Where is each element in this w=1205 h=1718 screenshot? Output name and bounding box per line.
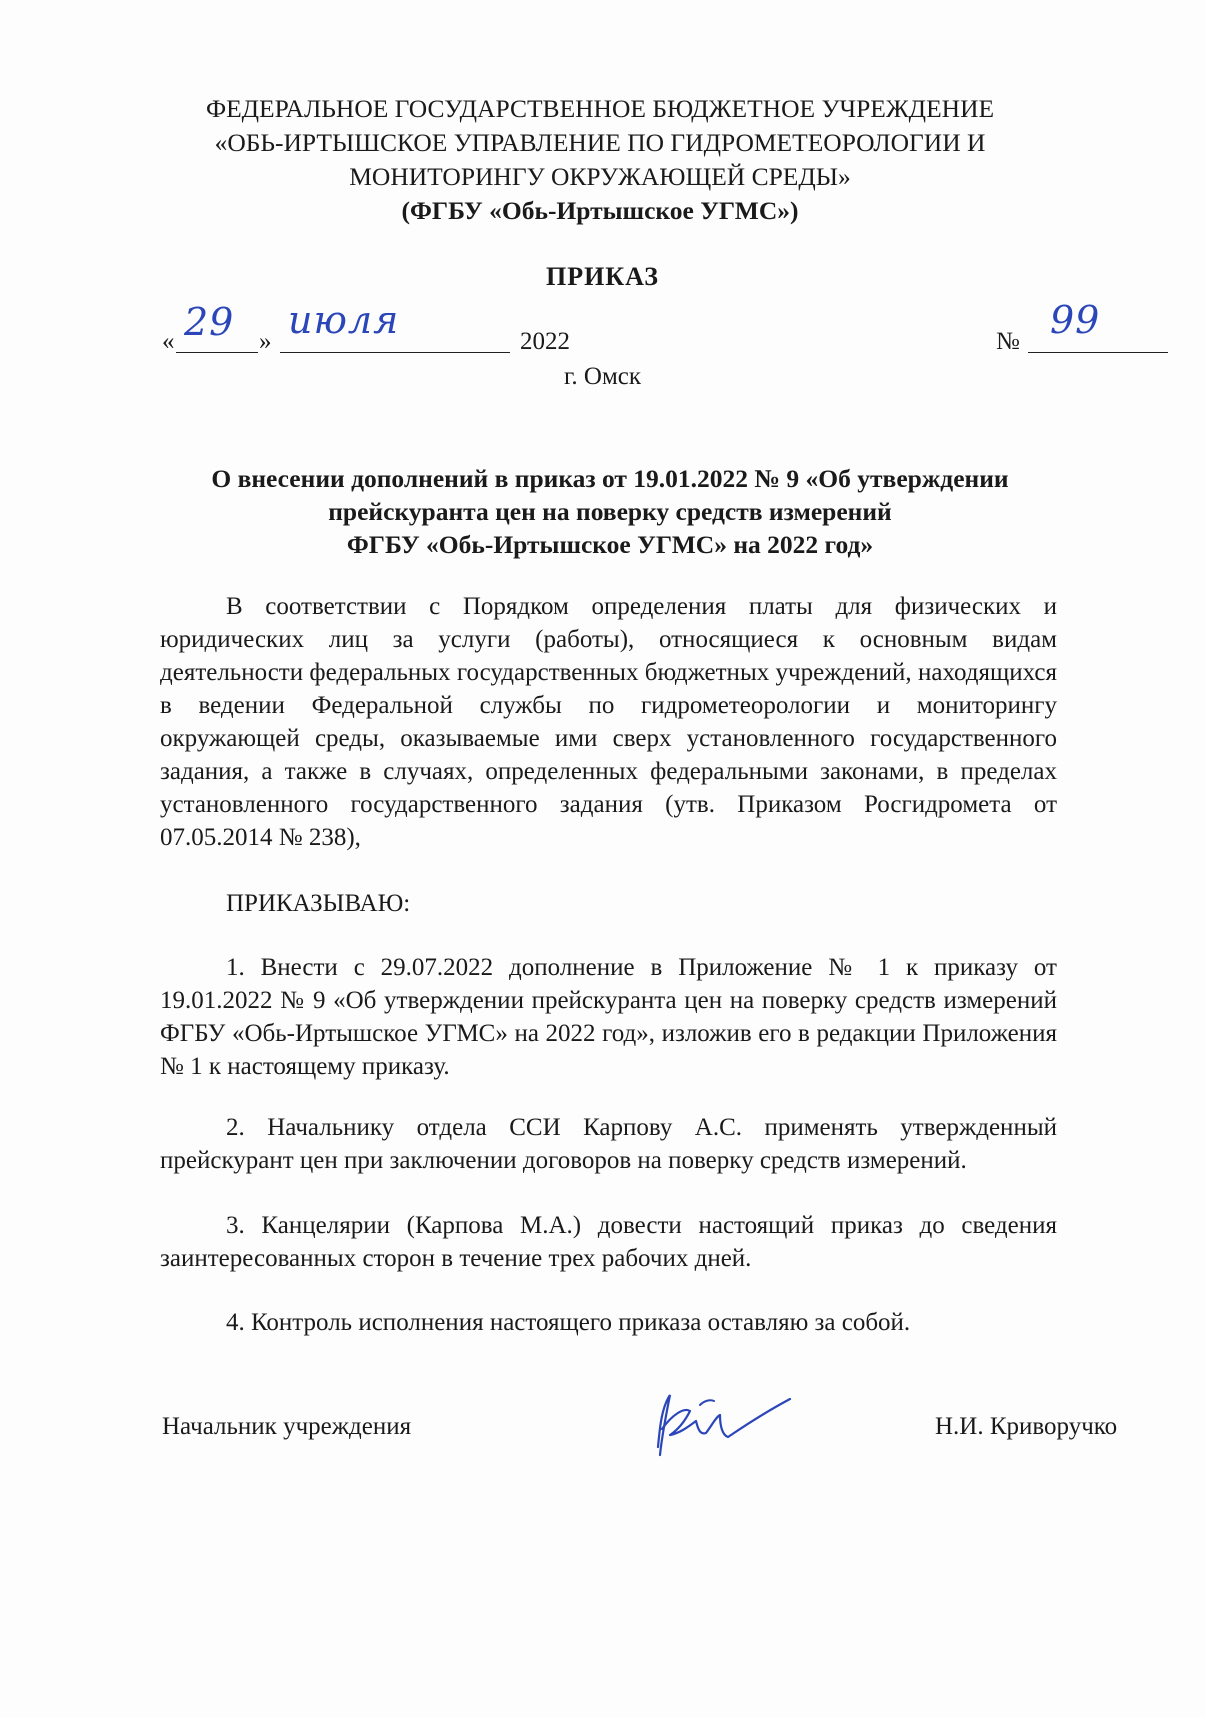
signatory-title: Начальник учреждения bbox=[162, 1413, 412, 1440]
order-subject bbox=[160, 462, 1060, 561]
handwritten-order-number: 99 bbox=[1050, 298, 1101, 342]
subject-line-2: прейскуранта цен на поверку средств измерений bbox=[328, 497, 892, 526]
preamble-paragraph: В соответствии с Порядком определения платы для физических и юридических лиц за услуги (работы), относящиеся к основным видам деятельности федеральных государственных бюджетных учреждений, находящихся в ведении Федеральной службы по гидрометеорологии и мониторингу окружающей среды, оказываемые ими сверх установленного государственного задания, а также в случаях, определенных федеральными законами, в пределах установленного государственного задания (утв. Приказом Росгидромета от 07.05.2014 № 238), bbox=[160, 593, 1057, 851]
header-line-2: «ОБЬ-ИРТЫШСКОЕ УПРАВЛЕНИЕ ПО ГИДРОМЕТЕОРОЛОГИИ И bbox=[214, 128, 986, 157]
subject-line-3: ФГБУ «Обь-Иртышское УГМС» на 2022 год» bbox=[346, 530, 874, 559]
order-item-1: 1. Внести с 29.07.2022 дополнение в Приложение № 1 к приказу от 19.01.2022 № 9 «Об утверждении прейскуранта цен на поверку средств измерений ФГБУ «Обь-Иртышское УГМС» на 2022 год», изложив его в редакции Приложения № 1 к настоящему приказу. bbox=[160, 954, 1057, 1080]
handwritten-signature bbox=[640, 1385, 820, 1465]
signatory-name: Н.И. Криворучко bbox=[935, 1413, 1118, 1440]
date-quote-close: » bbox=[259, 328, 272, 355]
handwritten-day: 29 bbox=[184, 300, 235, 344]
date-year: 2022 bbox=[520, 328, 570, 355]
order-title: ПРИКАЗ bbox=[545, 262, 660, 291]
order-item-4: 4. Контроль исполнения настоящего приказа оставляю за собой. bbox=[226, 1309, 911, 1336]
date-quote-open: « bbox=[162, 328, 175, 355]
date-number-line bbox=[162, 298, 1101, 355]
header-line-1: ФЕДЕРАЛЬНОЕ ГОСУДАРСТВЕННОЕ БЮДЖЕТНОЕ УЧРЕЖДЕНИЕ bbox=[205, 94, 995, 123]
header-line-3: МОНИТОРИНГУ ОКРУЖАЮЩЕЙ СРЕДЫ» bbox=[349, 162, 851, 191]
order-item-2: 2. Начальнику отдела ССИ Карпову А.С. применять утвержденный прейскурант цен при заключении договоров на поверку средств измерений. bbox=[160, 1114, 1057, 1174]
organization-short-name: (ФГБУ «Обь-Иртышское УГМС») bbox=[401, 196, 799, 225]
city: г. Омск bbox=[563, 363, 642, 390]
subject-line-1: О внесении дополнений в приказ от 19.01.2022 № 9 «Об утверждении bbox=[211, 464, 1009, 493]
prikazyvayu-heading: ПРИКАЗЫВАЮ: bbox=[226, 890, 411, 917]
organization-header bbox=[160, 92, 1040, 228]
number-sign: № bbox=[996, 328, 1020, 355]
handwritten-month: июля bbox=[288, 298, 400, 342]
order-item-3: 3. Канцелярии (Карпова М.А.) довести настоящий приказ до сведения заинтересованных сторон в течение трех рабочих дней. bbox=[160, 1212, 1057, 1272]
